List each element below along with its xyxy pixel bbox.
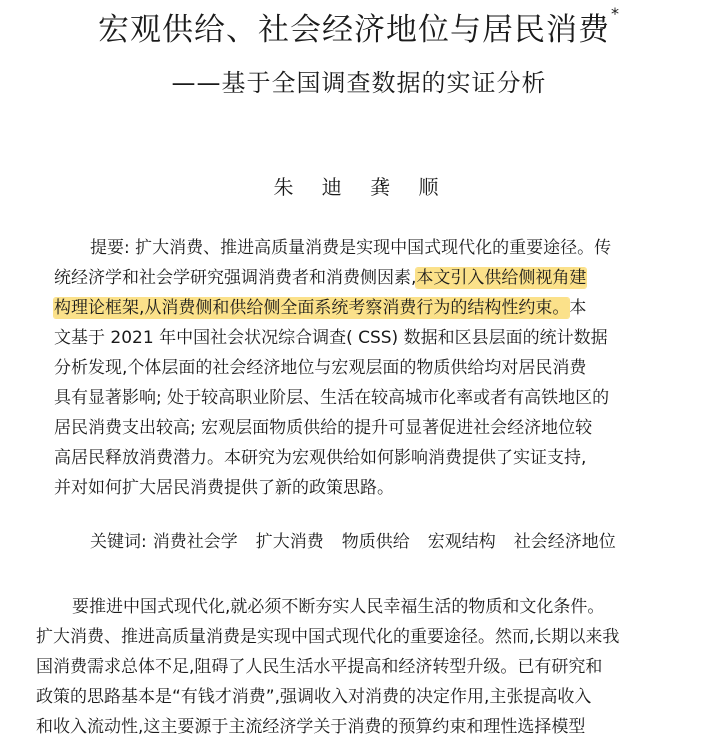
abstract-line-text: 本 <box>569 298 587 318</box>
abstract-line: 提要: 扩大消费、推进高质量消费是实现中国式现代化的重要途径。传 <box>90 238 612 258</box>
keyword-item: 社会经济地位 <box>513 532 616 552</box>
abstract-line: 文基于 2021 年中国社会状况综合调查( CSS) 数据和区县层面的统计数据 <box>54 328 608 348</box>
keywords-label: 关键词: <box>90 532 147 552</box>
highlighted-text: 构理论框架,从消费侧和供给侧全面系统考察消费行为的结构性约束。 <box>54 298 570 318</box>
body-line: 扩大消费、推进高质量消费是实现中国式现代化的重要途径。然而,长期以来我 <box>36 627 620 647</box>
abstract-line <box>54 263 686 293</box>
abstract-line: 居民消费支出较高; 宏观层面物质供给的提升可显著促进社会经济地位较 <box>54 418 593 438</box>
body-line: 政策的思路基本是“有钱才消费”,强调收入对消费的决定作用,主张提高收入 <box>36 687 592 707</box>
keyword-item: 宏观结构 <box>427 532 496 552</box>
paper-subtitle: ——基于全国调查数据的实证分析 <box>171 69 547 97</box>
abstract <box>54 233 686 503</box>
title-footnote-mark[interactable]: * <box>611 3 620 23</box>
body-paragraph <box>36 592 700 742</box>
body-line: 国消费需求总体不足,阻碍了人民生活水平提高和经济转型升级。已有研究和 <box>36 657 603 677</box>
title-text: 宏观供给、社会经济地位与居民消费 <box>98 12 610 48</box>
keyword-item: 消费社会学 <box>152 532 238 552</box>
abstract-line: 高居民释放消费潜力。本研究为宏观供给如何影响消费提供了实证支持, <box>54 448 587 468</box>
paper-title <box>0 3 718 54</box>
paper-authors: 朱 迪 龚 顺 <box>273 175 445 199</box>
abstract-line-text: 统经济学和社会学研究强调消费者和消费侧因素, <box>54 268 417 288</box>
highlighted-text: 本文引入供给侧视角建 <box>416 268 587 288</box>
abstract-line: 并对如何扩大居民消费提供了新的政策思路。 <box>54 478 394 498</box>
abstract-line <box>54 293 686 323</box>
body-line: 和收入流动性,这主要源于主流经济学关于消费的预算约束和理性选择模型 <box>36 717 586 737</box>
abstract-line: 分析发现,个体层面的社会经济地位与宏观层面的物质供给均对居民消费 <box>54 358 587 378</box>
keyword-item: 物质供给 <box>341 532 410 552</box>
keywords <box>90 527 634 557</box>
keyword-item: 扩大消费 <box>255 532 324 552</box>
abstract-line: 具有显著影响; 处于较高职业阶层、生活在较高城市化率或者有高铁地区的 <box>54 388 610 408</box>
body-line: 要推进中国式现代化,就必须不断夯实人民幸福生活的物质和文化条件。 <box>72 597 605 617</box>
